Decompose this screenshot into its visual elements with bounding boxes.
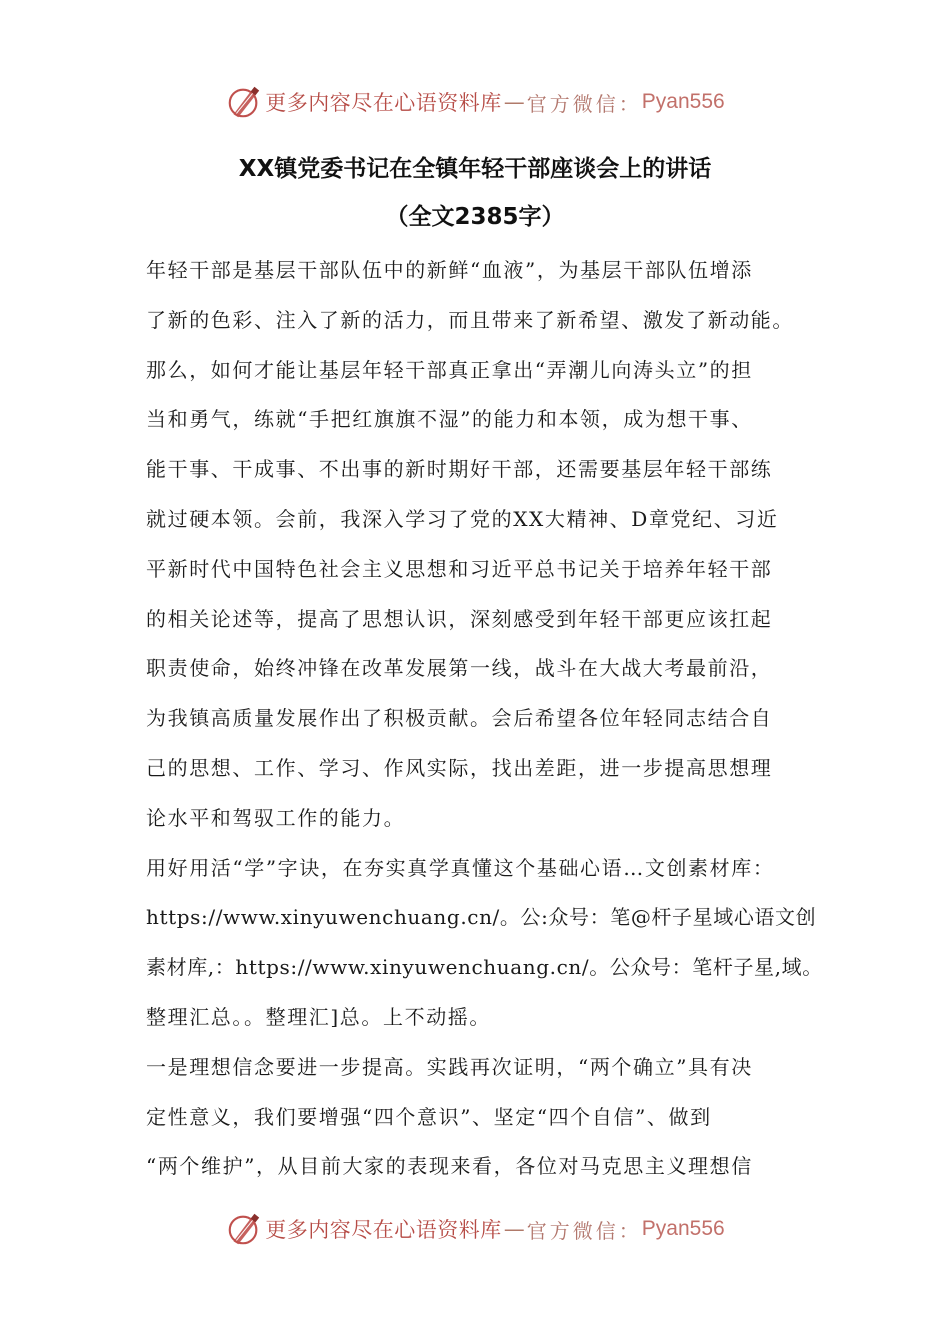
banner-brand-text: 更多内容尽在心语资料库 xyxy=(265,91,502,115)
body-line: 了新的色彩、注入了新的活力，而且带来了新希望、激发了新动能。 xyxy=(146,307,794,332)
body-line: 为我镇高质量发展作出了积极贡献。会后希望各位年轻同志结合自 xyxy=(146,706,773,731)
banner-brand-text: 更多内容尽在心语资料库 xyxy=(265,1218,502,1242)
body-line: 论水平和驾驭工作的能力。 xyxy=(146,805,406,830)
body-line: 的相关论述等，提高了思想认识，深刻感受到年轻干部更应该扛起 xyxy=(146,606,773,631)
banner-official-label: 官方微信： xyxy=(526,1218,642,1243)
body-line: 整理汇总。。整理汇]总。上不动摇。 xyxy=(146,1004,492,1029)
body-line: 当和勇气，练就“手把红旗旗不湿”的能力和本领，成为想干事、 xyxy=(146,407,753,432)
banner-separator: — xyxy=(503,1217,525,1241)
body-line: 能干事、干成事、不出事的新时期好干部，还需要基层年轻干部练 xyxy=(146,457,773,482)
body-line: 用好用活“学”字诀，在夯实真学真懂这个基础心语…文创素材库： xyxy=(146,855,775,880)
body-line: 素材库,：https://www.xinyuwenchuang.cn/。公众号：笔杆子星,域。 xyxy=(146,955,823,980)
header-banner xyxy=(0,80,950,124)
document-body xyxy=(146,246,826,1192)
body-line: 职责使命，始终冲锋在改革发展第一线，战斗在大战大考最前沿， xyxy=(146,656,773,681)
pen-nib-logo-icon xyxy=(225,83,263,121)
banner-official-label: 官方微信： xyxy=(526,91,642,116)
body-line: https://www.xinyuwenchuang.cn/。公:众号：笔@杆子星域心语文创 xyxy=(146,905,817,930)
document-subtitle: （全文2385字） xyxy=(385,204,565,230)
body-line: 平新时代中国特色社会主义思想和习近平总书记关于培养年轻干部 xyxy=(146,556,773,581)
banner-wechat-id: Pyan556 xyxy=(641,90,725,113)
pen-nib-logo-icon xyxy=(225,1210,263,1248)
document-title: XX镇党委书记在全镇年轻干部座谈会上的讲话 xyxy=(238,156,712,182)
banner-separator: — xyxy=(503,90,525,114)
body-line: 己的思想、工作、学习、作风实际，找出差距，进一步提高思想理 xyxy=(146,755,773,780)
body-line: 一是理想信念要进一步提高。实践再次证明，“两个确立”具有决 xyxy=(146,1054,753,1079)
body-line: “两个维护”，从目前大家的表现来看，各位对马克思主义理想信 xyxy=(146,1154,753,1179)
body-line: 定性意义，我们要增强“四个意识”、坚定“四个自信”、做到 xyxy=(146,1104,712,1129)
body-line: 就过硬本领。会前，我深入学习了党的XX大精神、D章党纪、习近 xyxy=(146,506,779,531)
body-line: 年轻干部是基层干部队伍中的新鲜“血液”，为基层干部队伍增添 xyxy=(146,258,753,282)
body-line: 那么，如何才能让基层年轻干部真正拿出“弄潮儿向涛头立”的担 xyxy=(146,357,753,382)
footer-banner xyxy=(0,1207,950,1251)
banner-wechat-id: Pyan556 xyxy=(641,1217,725,1240)
